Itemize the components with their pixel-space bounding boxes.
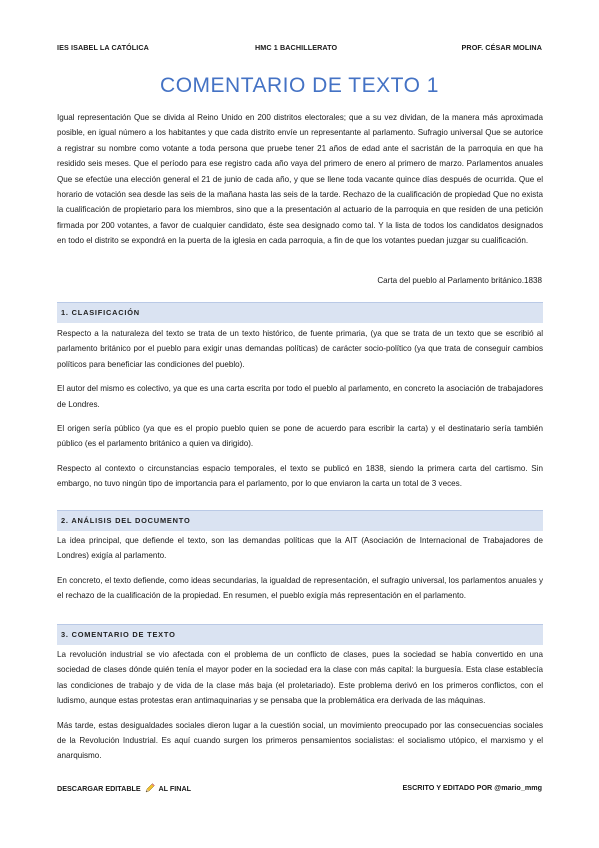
paragraph: El origen sería público (ya que es el propio pueblo quien se pone de acuerdo para escribir la carta) y el destinatario sería también público (es el parlamento británico a quien va dirigido). <box>57 424 543 449</box>
section-body-clasificacion <box>57 326 543 501</box>
download-editable-note[interactable] <box>57 783 191 793</box>
section-body-analisis <box>57 533 543 613</box>
section-heading-comentario <box>57 624 543 645</box>
download-suffix: AL FINAL <box>158 784 192 793</box>
page-footer <box>57 783 542 797</box>
source-attribution: Carta del pueblo al Parlamento británico.1838 <box>377 276 542 285</box>
page-title: COMENTARIO DE TEXTO 1 <box>160 74 439 97</box>
download-label: DESCARGAR EDITABLE <box>57 784 141 793</box>
paragraph: Más tarde, estas desigualdades sociales dieron lugar a la cuestión social, un movimiento preocupado por las consecuencias sociales de la Revolución Industrial. Es aquí cuando surgen los primeros pensamientos socialistas: el socialismo utópico, el marxismo y el anarquismo. <box>57 720 543 761</box>
header-teacher: PROF. CÉSAR MOLINA <box>461 43 542 52</box>
source-text <box>57 110 543 249</box>
section-body-comentario <box>57 647 543 773</box>
header-school: IES ISABEL LA CATÓLICA <box>57 43 149 52</box>
paragraph: En concreto, el texto defiende, como ideas secundarias, la igualdad de representación, el sufragio universal, los parlamentos anuales y el rechazo de la cualificación de la propiedad. En resumen, el pueblo exigía más representación en el parlamento. <box>57 575 543 601</box>
author-credit: ESCRITO Y EDITADO POR @mario_mmg <box>402 783 542 792</box>
section-heading-label: 3. COMENTARIO DE TEXTO <box>61 630 176 639</box>
page-header <box>57 43 542 55</box>
paragraph: El autor del mismo es colectivo, ya que es una carta escrita por todo el pueblo al parlamento, en concreto la asociación de trabajadores de Londres. <box>57 384 543 409</box>
paragraph: La revolución industrial se vio afectada con el problema de un conflicto de clases, pues la sociedad se había convertido en una sociedad de clases dónde quién tenía el mayor poder en la sociedad era la clase con más capital: la burguesía. Esta clase establecía las condiciones de trabajo y de vida de la clase más baja (el proletariado). Este problema derivó en los primeros conflictos, con el ludismo, aunque estas protestas eran antimaquinarias y se pensaba que la problemática era derivada de las máquinas. <box>57 650 543 706</box>
header-course: HMC 1 BACHILLERATO <box>255 43 338 52</box>
section-heading-clasificacion <box>57 302 543 323</box>
source-text-paragraph: Igual representación Que se divida al Reino Unido en 200 distritos electorales; que a su vez dividan, de la manera más aproximada posible, en igual número a los habitantes y que cada distrito envíe un representante al parlamento. Sufragio universal Que se autorice a registrar su nombre como votante a toda persona que pruebe tener 21 años de edad ante el sacristán de la parroquia en que ha residido seis meses. Que el período para ese registro cada año vaya del primero de enero al primero de marzo. Parlamentos anuales Que se efectúe una elección general el 21 de junio de cada año, y que se llene toda vacante quince días después de ocurrida. Que el horario de votación sea desde las seis de la mañana hasta las seis de la tarde. Rechazo de la cualificación de propiedad Que no exista la cualificación de propietario para los miembros, sino que a la presentación al actuario de la parroquia en que residen de una petición firmada por 200 votantes, a favor de cualquier candidato, éste sea designado como tal. Y la lista de todos los candidatos designados en todo el distrito se expondrá en la puerta de la iglesia en cada parroquia, a fin de que los votantes puedan juzgar su cualificación. <box>57 113 543 246</box>
pencil-icon <box>145 783 155 793</box>
section-heading-analisis <box>57 510 543 531</box>
paragraph: Respecto al contexto o circunstancias espacio temporales, el texto se publicó en 1838, siendo la primera carta del cartismo. Sin embargo, no tuvo ningún tipo de importancia para el parlamento, por lo que enviaron la carta un total de 3 veces. <box>57 463 543 489</box>
section-heading-label: 2. ANÁLISIS DEL DOCUMENTO <box>61 516 191 525</box>
paragraph: Respecto a la naturaleza del texto se trata de un texto histórico, de fuente primaria, (ya que se trata de un texto que se escribió al parlamento británico por el pueblo para exigir unas demandas políticas) de carácter socio-político (ya que trata de conseguir cambios políticos para beneficiar las condiciones del pueblo). <box>57 329 543 369</box>
section-heading-label: 1. CLASIFICACIÓN <box>61 308 140 317</box>
paragraph: La idea principal, que defiende el texto, son las demandas políticas que la AIT (Asociación de Internacional de Trabajadores de Londres) exigía al parlamento. <box>57 536 543 561</box>
